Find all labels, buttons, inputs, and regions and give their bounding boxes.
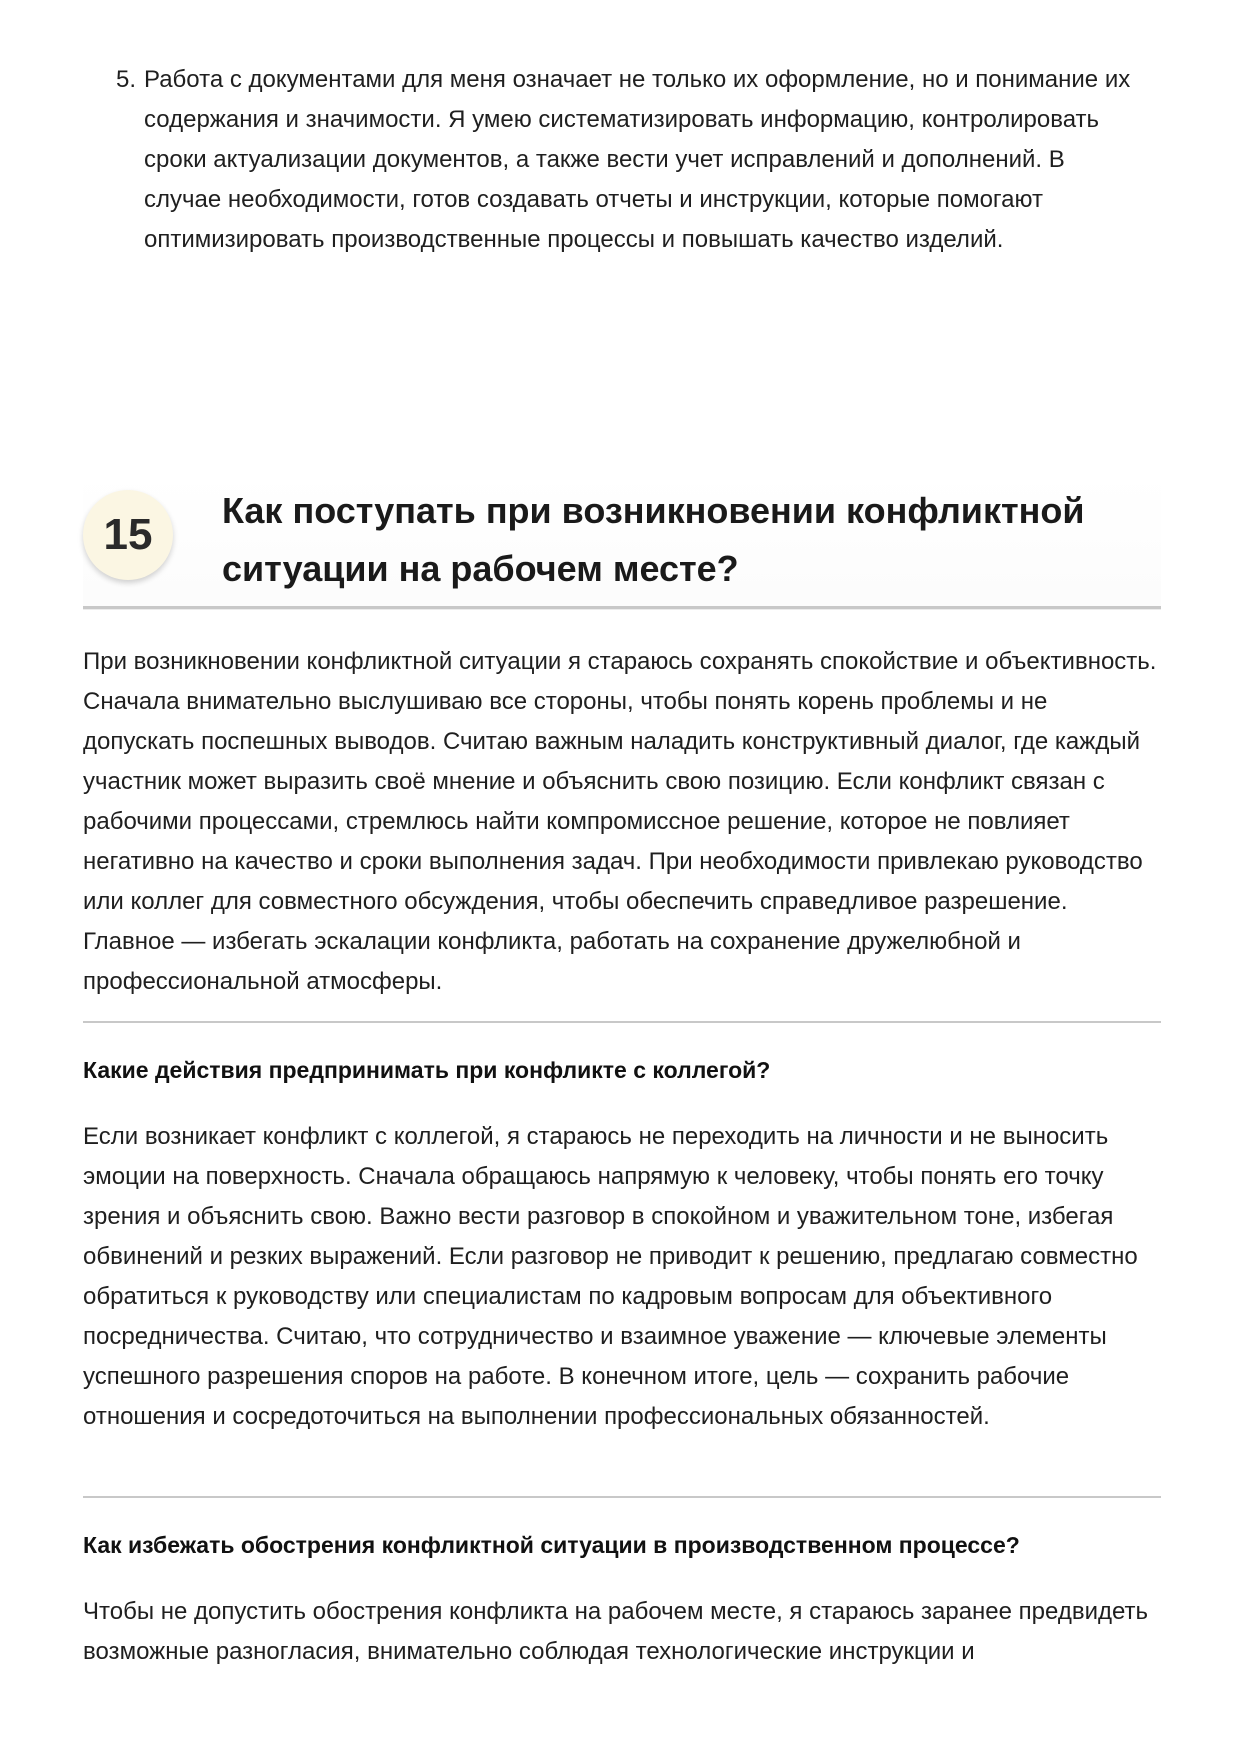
divider — [83, 1021, 1161, 1023]
followup-answer-2: Чтобы не допустить обострения конфликта на рабочем месте, я стараюсь заранее предвидеть возможные разногласия, внимательно соблюдая технологические инструкции и — [83, 1598, 1149, 1665]
list-item-5 — [116, 60, 1146, 260]
list-item-number: 5. — [116, 66, 137, 93]
question-title: Как поступать при возникновении конфликтной ситуации на рабочем месте? — [222, 490, 1085, 589]
followup-answer-1: Если возникает конфликт с коллегой, я стараюсь не переходить на личности и не выносить эмоции на поверхность. Сначала обращаюсь напрямую к человеку, чтобы понять его точку зрения и объяснить свою. Важно вести разговор в спокойном и уважительном тоне, избегая обвинений и резких выражений. Если разговор не приводит к решению, предлагаю совместно обратиться к руководству или специалистам по кадровым вопросам для объективного посредничества. Считаю, что сотрудничество и взаимное уважение — ключевые элементы успешного разрешения споров на работе. В конечном итоге, цель — сохранить рабочие отношения и сосредоточиться на выполнении профессиональных обязанностей. — [83, 1123, 1138, 1430]
question-header — [83, 472, 1161, 609]
divider — [83, 1496, 1161, 1498]
question-answer: При возникновении конфликтной ситуации я стараюсь сохранять спокойствие и объективность. Сначала внимательно выслушиваю все стороны, чтобы понять корень проблемы и не допускать поспешных выводов. Считаю важным наладить конструктивный диалог, где каждый участник может выразить своё мнение и объяснить свою позицию. Если конфликт связан с рабочими процессами, стремлюсь найти компромиссное решение, которое не повлияет негативно на качество и сроки выполнения задач. При необходимости привлекаю руководство или коллег для совместного обсуждения, чтобы обеспечить справедливое разрешение. Главное — избегать эскалации конфликта, работать на сохранение дружелюбной и профессиональной атмосферы. — [83, 648, 1157, 995]
followup-question-1: Какие действия предпринимать при конфликте с коллегой? — [83, 1057, 771, 1083]
list-item-text: Работа с документами для меня означает не только их оформление, но и понимание их содержания и значимости. Я умею систематизировать информацию, контролировать сроки актуализации документов, а также вести учет исправлений и дополнений. В случае необходимости, готов создавать отчеты и инструкции, которые помогают оптимизировать производственные процессы и повышать качество изделий. — [144, 66, 1131, 253]
followup-question-2: Как избежать обострения конфликтной ситуации в производственном процессе? — [83, 1532, 1020, 1558]
question-number-badge: 15 — [83, 490, 173, 580]
